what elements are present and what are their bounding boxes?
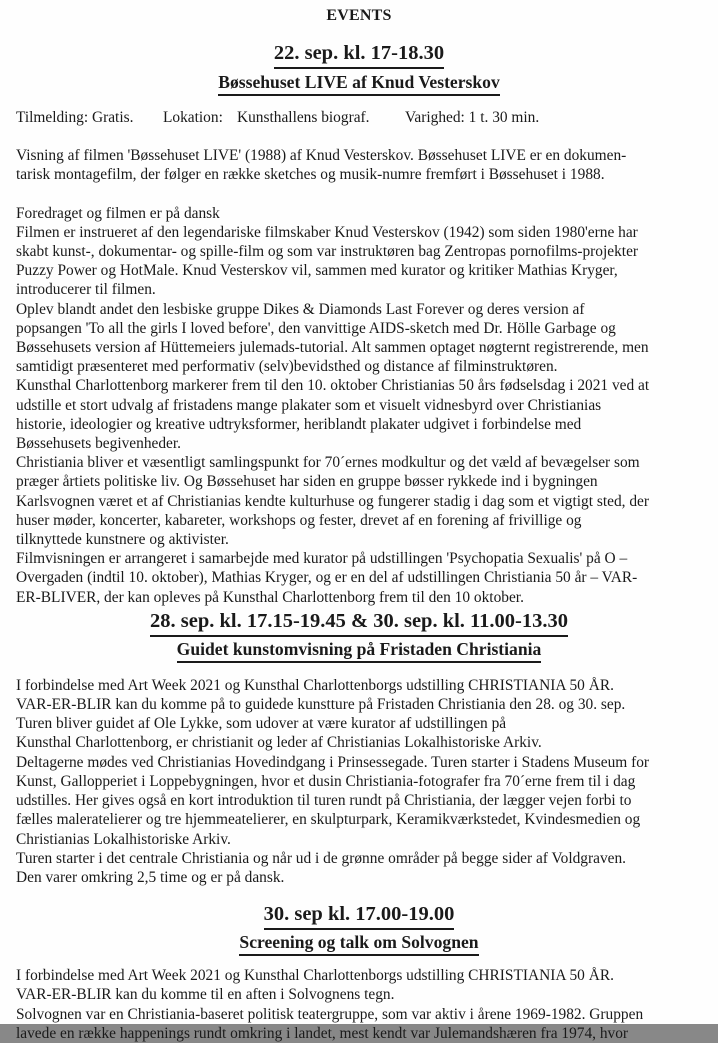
text-line: I forbindelse med Art Week 2021 og Kunsthal Charlottenborgs udstilling CHRISTIANIA 50 ÅR. bbox=[16, 676, 614, 694]
event-date-text: 30. sep kl. 17.00-19.00 bbox=[264, 902, 455, 930]
text-line: Solvognen var en Christiania-baseret politisk teatergruppe, som var aktiv i årene 1969-1982. Gruppen bbox=[16, 1005, 644, 1023]
text-line: Foredraget og filmen er på dansk bbox=[16, 204, 220, 222]
location-value: Kunsthallens biograf. bbox=[237, 109, 370, 126]
text-line: Overgaden (indtil 10. oktober), Mathias Kryger, og er en del af udstillingen Christiania 50 år – VAR- bbox=[16, 569, 638, 587]
text-line: Turen starter i det centrale Christiania og når ud i de grønne områder på begge sider af Voldgraven. bbox=[16, 849, 627, 867]
text-line: Deltagerne mødes ved Christianias Hovedindgang i Prinsessegade. Turen starter i Stadens Museum for bbox=[16, 753, 650, 771]
text-line: skabt kunst-, dokumentar- og spille-film og som var instruktøren bag Zentropas pornofilms-projekter bbox=[16, 243, 639, 261]
text-line: tilknyttede kunstnere og aktivister. bbox=[16, 531, 229, 549]
registration-info: Tilmelding: Gratis. bbox=[16, 109, 134, 126]
text-line: Den varer omkring 2,5 time og er på dansk. bbox=[16, 868, 285, 886]
text-line: præger årtiets politiske liv. Og Bøssehuset har siden en gruppe bøsser rykkede ind i bygningen bbox=[16, 473, 598, 491]
text-line: VAR-ER-BLIR kan du komme på to guidede kunstture på Fristaden Christiania den 28. og 30. sep. bbox=[16, 696, 626, 714]
event-date-text: 22. sep. kl. 17-18.30 bbox=[274, 41, 444, 69]
text-line: tarisk montagefilm, der følger en række sketches og musik-numre fremført i Bøssehuset i 1988. bbox=[16, 166, 605, 184]
text-line: Bøssehusets version af Hüttemeiers julemads-tutorial. Alt sammen optaget nøgternt registrerende, men bbox=[16, 339, 649, 357]
text-line: Turen bliver guidet af Ole Lykke, som udover at være kurator af udstillingen på bbox=[16, 715, 507, 733]
text-line: Karlsvognen været et af Christianias kendte kulturhuse og fungerer stadig i dag som et vigtigt sted, der bbox=[16, 492, 650, 510]
text-line: ER-BLIVER, der kan opleves på Kunsthal Charlottenborg frem til den 10 oktober. bbox=[16, 588, 524, 606]
event-description bbox=[0, 676, 718, 887]
duration-info: Varighed: 1 t. 30 min. bbox=[405, 109, 540, 126]
event-date-heading bbox=[0, 609, 718, 637]
event-meta-line bbox=[0, 108, 718, 127]
event-title-text: Guidet kunstomvisning på Fristaden Christiania bbox=[177, 638, 542, 663]
text-line: Bøssehusets begivenheder. bbox=[16, 435, 181, 453]
text-line: Filmen er instrueret af den legendariske filmskaber Knud Vesterskov (1942) som siden 1980'erne har bbox=[16, 223, 638, 241]
page-title: EVENTS bbox=[326, 7, 392, 24]
text-line: I forbindelse med Art Week 2021 og Kunsthal Charlottenborgs udstilling CHRISTIANIA 50 ÅR. bbox=[16, 967, 614, 985]
text-line: udstille et stort udvalg af fristadens mange plakater som et visuelt vidnesbyrd over Christianias bbox=[16, 396, 602, 414]
event-section-bossehuset bbox=[0, 41, 718, 607]
event-date-text: 28. sep. kl. 17.15-19.45 & 30. sep. kl. 11.00-13.30 bbox=[150, 609, 568, 637]
event-section-solvognen bbox=[0, 902, 718, 1043]
text-line: Kunsthal Charlottenborg, er christianit og leder af Christianias Lokalhistoriske Arkiv. bbox=[16, 734, 542, 752]
text-line: lavede en række happenings rundt omkring i landet, mest kendt var Julemandshæren fra 1974, hvor bbox=[16, 1024, 629, 1042]
event-description bbox=[0, 146, 718, 607]
text-line: historie, ideologier og kreative udtryksformer, heriblandt plakater udgivet i forbindelse med bbox=[16, 415, 582, 433]
text-line: Puzzy Power og HotMale. Knud Vesterskov vil, sammen med kurator og kritiker Mathias Kryger, bbox=[16, 262, 618, 280]
text-line: Visning af filmen 'Bøssehuset LIVE' (1988) af Knud Vesterskov. Bøssehuset LIVE er en dokumen- bbox=[16, 147, 627, 164]
text-line: introducerer til filmen. bbox=[16, 281, 156, 299]
text-line: popsangen 'To all the girls I loved before', den vanvittige AIDS-sketch med Dr. Hölle Garbage og bbox=[16, 319, 616, 337]
event-date-heading bbox=[0, 902, 718, 930]
location-label: Lokation: bbox=[163, 109, 223, 126]
text-line: samtidigt præsenteret med performativ (selv)bevidsthed og distance af filminstruktøren. bbox=[16, 358, 558, 376]
event-date-heading bbox=[0, 41, 718, 69]
text-line: VAR-ER-BLIR kan du komme til en aften i Solvognens tegn. bbox=[16, 986, 395, 1004]
text-line: Kunst, Gallopperiet i Loppebygningen, hvor et dusin Christiania-fotografer fra 70´erne frem til i dag bbox=[16, 772, 636, 790]
text-line: Christianias Lokalhistoriske Arkiv. bbox=[16, 830, 231, 848]
event-title-text: Screening og talk om Solvognen bbox=[239, 931, 478, 956]
text-line: Oplev blandt andet den lesbiske gruppe Dikes & Diamonds Last Forever og deres version af bbox=[16, 300, 585, 318]
event-title-heading bbox=[0, 931, 718, 956]
text-line: Christiania bliver et væsentligt samlingspunkt for 70´ernes modkultur og det væld af bevægelser som bbox=[16, 454, 640, 472]
event-title-heading bbox=[0, 71, 718, 96]
text-line: Kunsthal Charlottenborg markerer frem til den 10. oktober Christianias 50 års fødselsdag i 2021 ved at bbox=[16, 377, 650, 395]
blank-line bbox=[16, 184, 712, 203]
event-section-guided-tour bbox=[0, 609, 718, 887]
text-line: huser møder, koncerter, kabareter, workshops og fester, drevet af en forening af frivillige og bbox=[16, 511, 582, 529]
event-title-text: Bøssehuset LIVE af Knud Vesterskov bbox=[218, 71, 500, 96]
text-line: udstilles. Her gives også en kort introduktion til turen rundt på Christiania, der lægger vejen forbi to bbox=[16, 792, 632, 810]
event-description bbox=[0, 966, 718, 1043]
event-title-heading bbox=[0, 638, 718, 663]
text-line: fælles maleratelierer og tre hjemmeatelierer, en skulpturpark, Keramikværkstedet, Kvindesmedien og bbox=[16, 811, 641, 829]
text-line: Filmvisningen er arrangeret i samarbejde med kurator på udstillingen 'Psychopatia Sexualis' på O – bbox=[16, 550, 628, 568]
